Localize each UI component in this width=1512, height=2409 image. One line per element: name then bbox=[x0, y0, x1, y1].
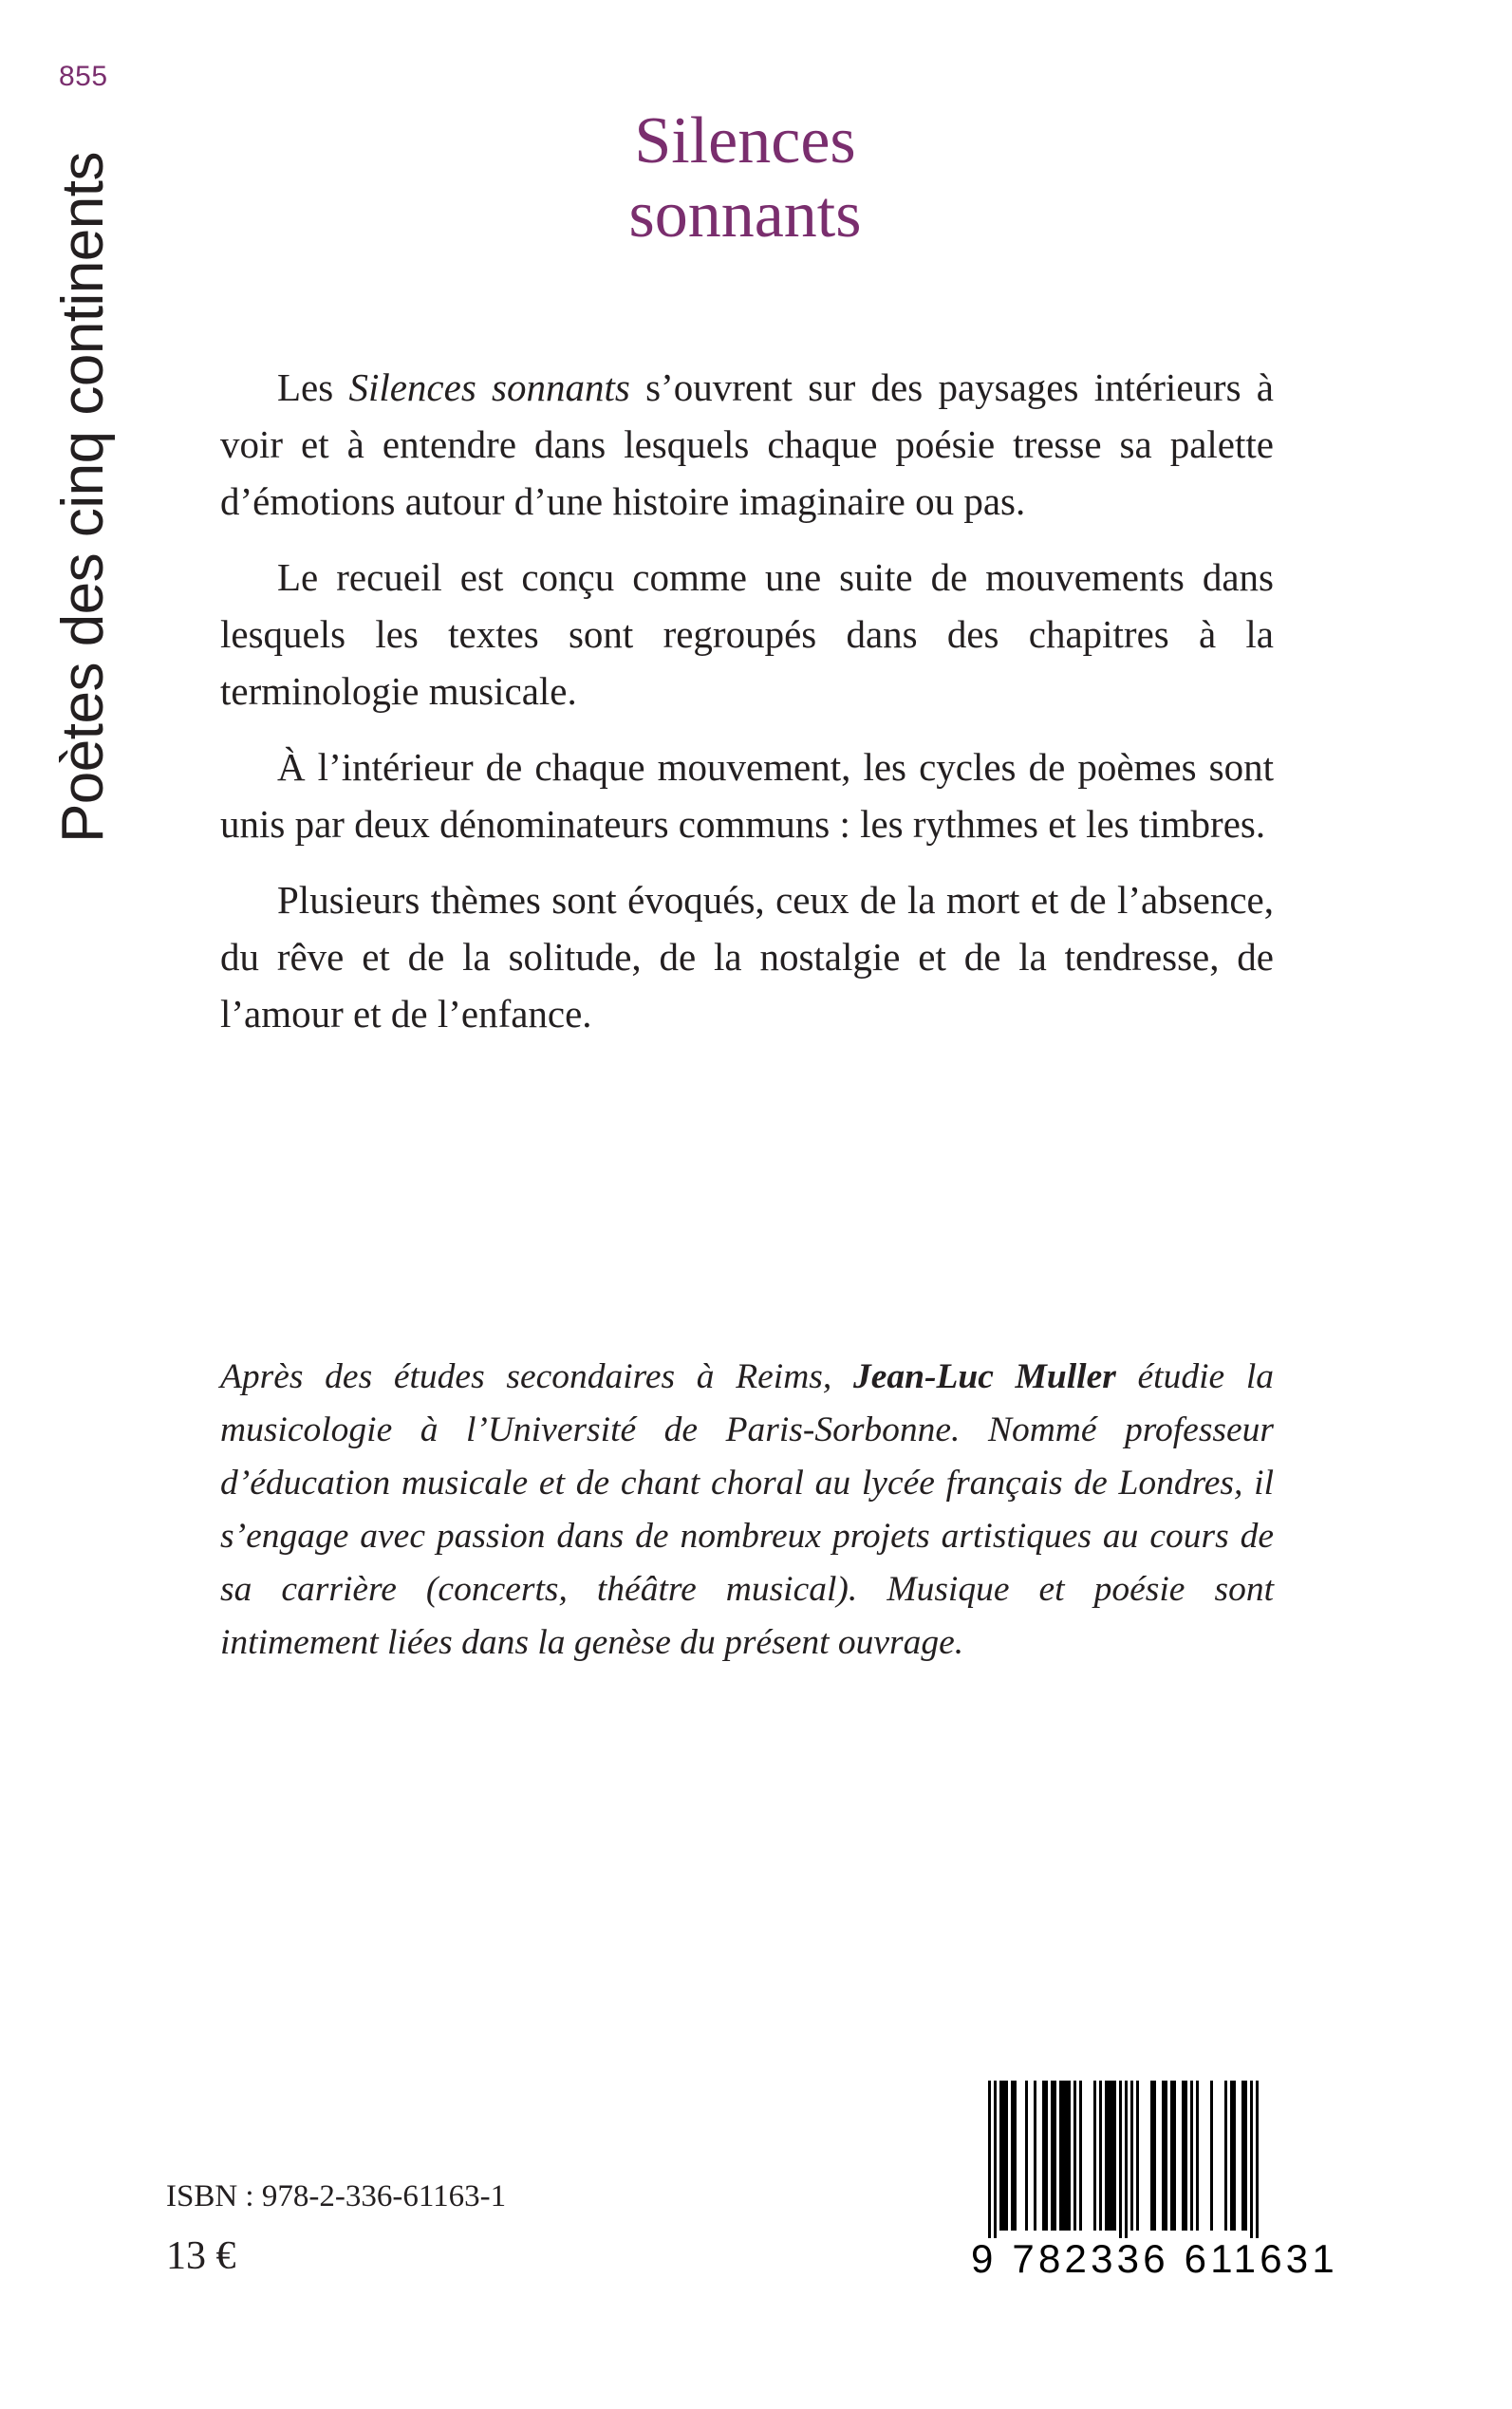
barcode-bar bbox=[1002, 2081, 1005, 2231]
barcode-bar bbox=[1014, 2081, 1017, 2231]
barcode-bar bbox=[988, 2081, 991, 2238]
series-number: 855 bbox=[59, 61, 108, 92]
barcode-bar bbox=[1068, 2081, 1071, 2231]
barcode-bar bbox=[1045, 2081, 1048, 2231]
barcode-bar bbox=[1150, 2081, 1153, 2231]
bio-before: Après des études secondaires à Reims, bbox=[220, 1357, 853, 1396]
barcode-bar bbox=[1241, 2081, 1244, 2231]
barcode-bar bbox=[1025, 2081, 1028, 2231]
barcode-bar bbox=[1173, 2081, 1176, 2231]
barcode-bar bbox=[1011, 2081, 1014, 2231]
barcode-bar bbox=[1034, 2081, 1036, 2231]
book-title-line-2: sonnants bbox=[628, 178, 862, 252]
barcode-bar bbox=[1250, 2081, 1253, 2238]
barcode-bar bbox=[994, 2081, 997, 2238]
author-bio-paragraph bbox=[220, 1351, 1274, 1670]
barcode bbox=[971, 2077, 1338, 2286]
blurb-paragraph-3: À l’intérieur de chaque mouvement, les cycles de poèmes sont unis par deux dénominateurs communs : les rythmes et les timbres. bbox=[220, 745, 1274, 846]
barcode-bar bbox=[1136, 2081, 1139, 2231]
bio-after: étudie la musicologie à l’Université de Paris-Sorbonne. Nommé professeur d’éducation musicale et de chant choral au lycée français de Londres, il s’engage avec passion dans de nombreux projets artistiques au cours de sa carrière (concerts, théâtre musical). Musique et poésie sont intimement liées dans la genèse du présent ouvrage. bbox=[220, 1357, 1275, 1662]
blurb-p1-after: s’ouvrent sur des paysages intérieurs à voir et à entendre dans lesquels chaque poésie tresse sa palette d’émotions autour d’une histoire imaginaire ou pas. bbox=[220, 365, 1274, 523]
barcode-bar bbox=[1099, 2081, 1102, 2231]
barcode-bar bbox=[1108, 2081, 1111, 2231]
isbn: ISBN : 978-2-336-61163-1 bbox=[166, 2179, 507, 2213]
barcode-bar bbox=[1182, 2081, 1185, 2231]
blurb-paragraph-2: Le recueil est conçu comme une suite de mouvements dans lesquels les textes sont regroupés dans des chapitres à la terminologie musicale. bbox=[220, 555, 1274, 713]
barcode-bar bbox=[1059, 2081, 1062, 2231]
barcode-bar bbox=[1233, 2081, 1236, 2231]
barcode-bar bbox=[1042, 2081, 1045, 2231]
barcode-bar bbox=[1073, 2081, 1076, 2231]
barcode-bar bbox=[1230, 2081, 1233, 2231]
price: 13 € bbox=[166, 2234, 236, 2278]
barcode-bar bbox=[1190, 2081, 1193, 2231]
barcode-bar bbox=[1125, 2081, 1128, 2238]
barcode-bar bbox=[1079, 2081, 1082, 2231]
barcode-bar bbox=[1005, 2081, 1008, 2231]
barcode-bar bbox=[1196, 2081, 1199, 2231]
barcode-bar bbox=[1153, 2081, 1156, 2231]
barcode-bar bbox=[1113, 2081, 1116, 2231]
barcode-bar bbox=[1119, 2081, 1122, 2238]
barcode-bar bbox=[1210, 2081, 1213, 2231]
blurb-paragraph-1 bbox=[220, 359, 1274, 530]
barcode-bar bbox=[1130, 2081, 1133, 2231]
series-spine-area bbox=[49, 152, 118, 930]
barcode-bar bbox=[1244, 2081, 1247, 2231]
book-title bbox=[551, 104, 940, 252]
blurb-p1-italic-title: Silences sonnants bbox=[348, 365, 630, 409]
barcode-bar bbox=[1162, 2081, 1165, 2231]
barcode-bar bbox=[1054, 2081, 1056, 2231]
barcode-bar bbox=[1224, 2081, 1227, 2231]
book-title-line-1: Silences bbox=[634, 104, 856, 177]
barcode-bar bbox=[1065, 2081, 1068, 2231]
barcode-bar bbox=[1185, 2081, 1187, 2231]
barcode-bar bbox=[1093, 2081, 1096, 2231]
author-name: Jean-Luc Muller bbox=[852, 1357, 1116, 1396]
barcode-bar bbox=[999, 2081, 1002, 2231]
barcode-bar bbox=[1165, 2081, 1167, 2231]
barcode-bar bbox=[1256, 2081, 1259, 2238]
author-bio bbox=[220, 1351, 1274, 1670]
blurb-paragraph-4: Plusieurs thèmes sont évoqués, ceux de la mort et de l’absence, du rêve et de la solitude, de la nostalgie et de la tendresse, de l’amour et de l’enfance. bbox=[220, 878, 1274, 1036]
barcode-bar bbox=[1111, 2081, 1113, 2231]
blurb-p1-before: Les bbox=[277, 365, 349, 409]
barcode-bar bbox=[1062, 2081, 1065, 2231]
barcode-digits: 9 782336 611631 bbox=[971, 2236, 1338, 2281]
barcode-bars bbox=[971, 2077, 1324, 2238]
barcode-bar bbox=[1051, 2081, 1054, 2231]
barcode-bar bbox=[1170, 2081, 1173, 2231]
blurb bbox=[220, 359, 1274, 1061]
series-title: Poètes des cinq continents bbox=[50, 152, 116, 844]
barcode-bar bbox=[1105, 2081, 1108, 2231]
